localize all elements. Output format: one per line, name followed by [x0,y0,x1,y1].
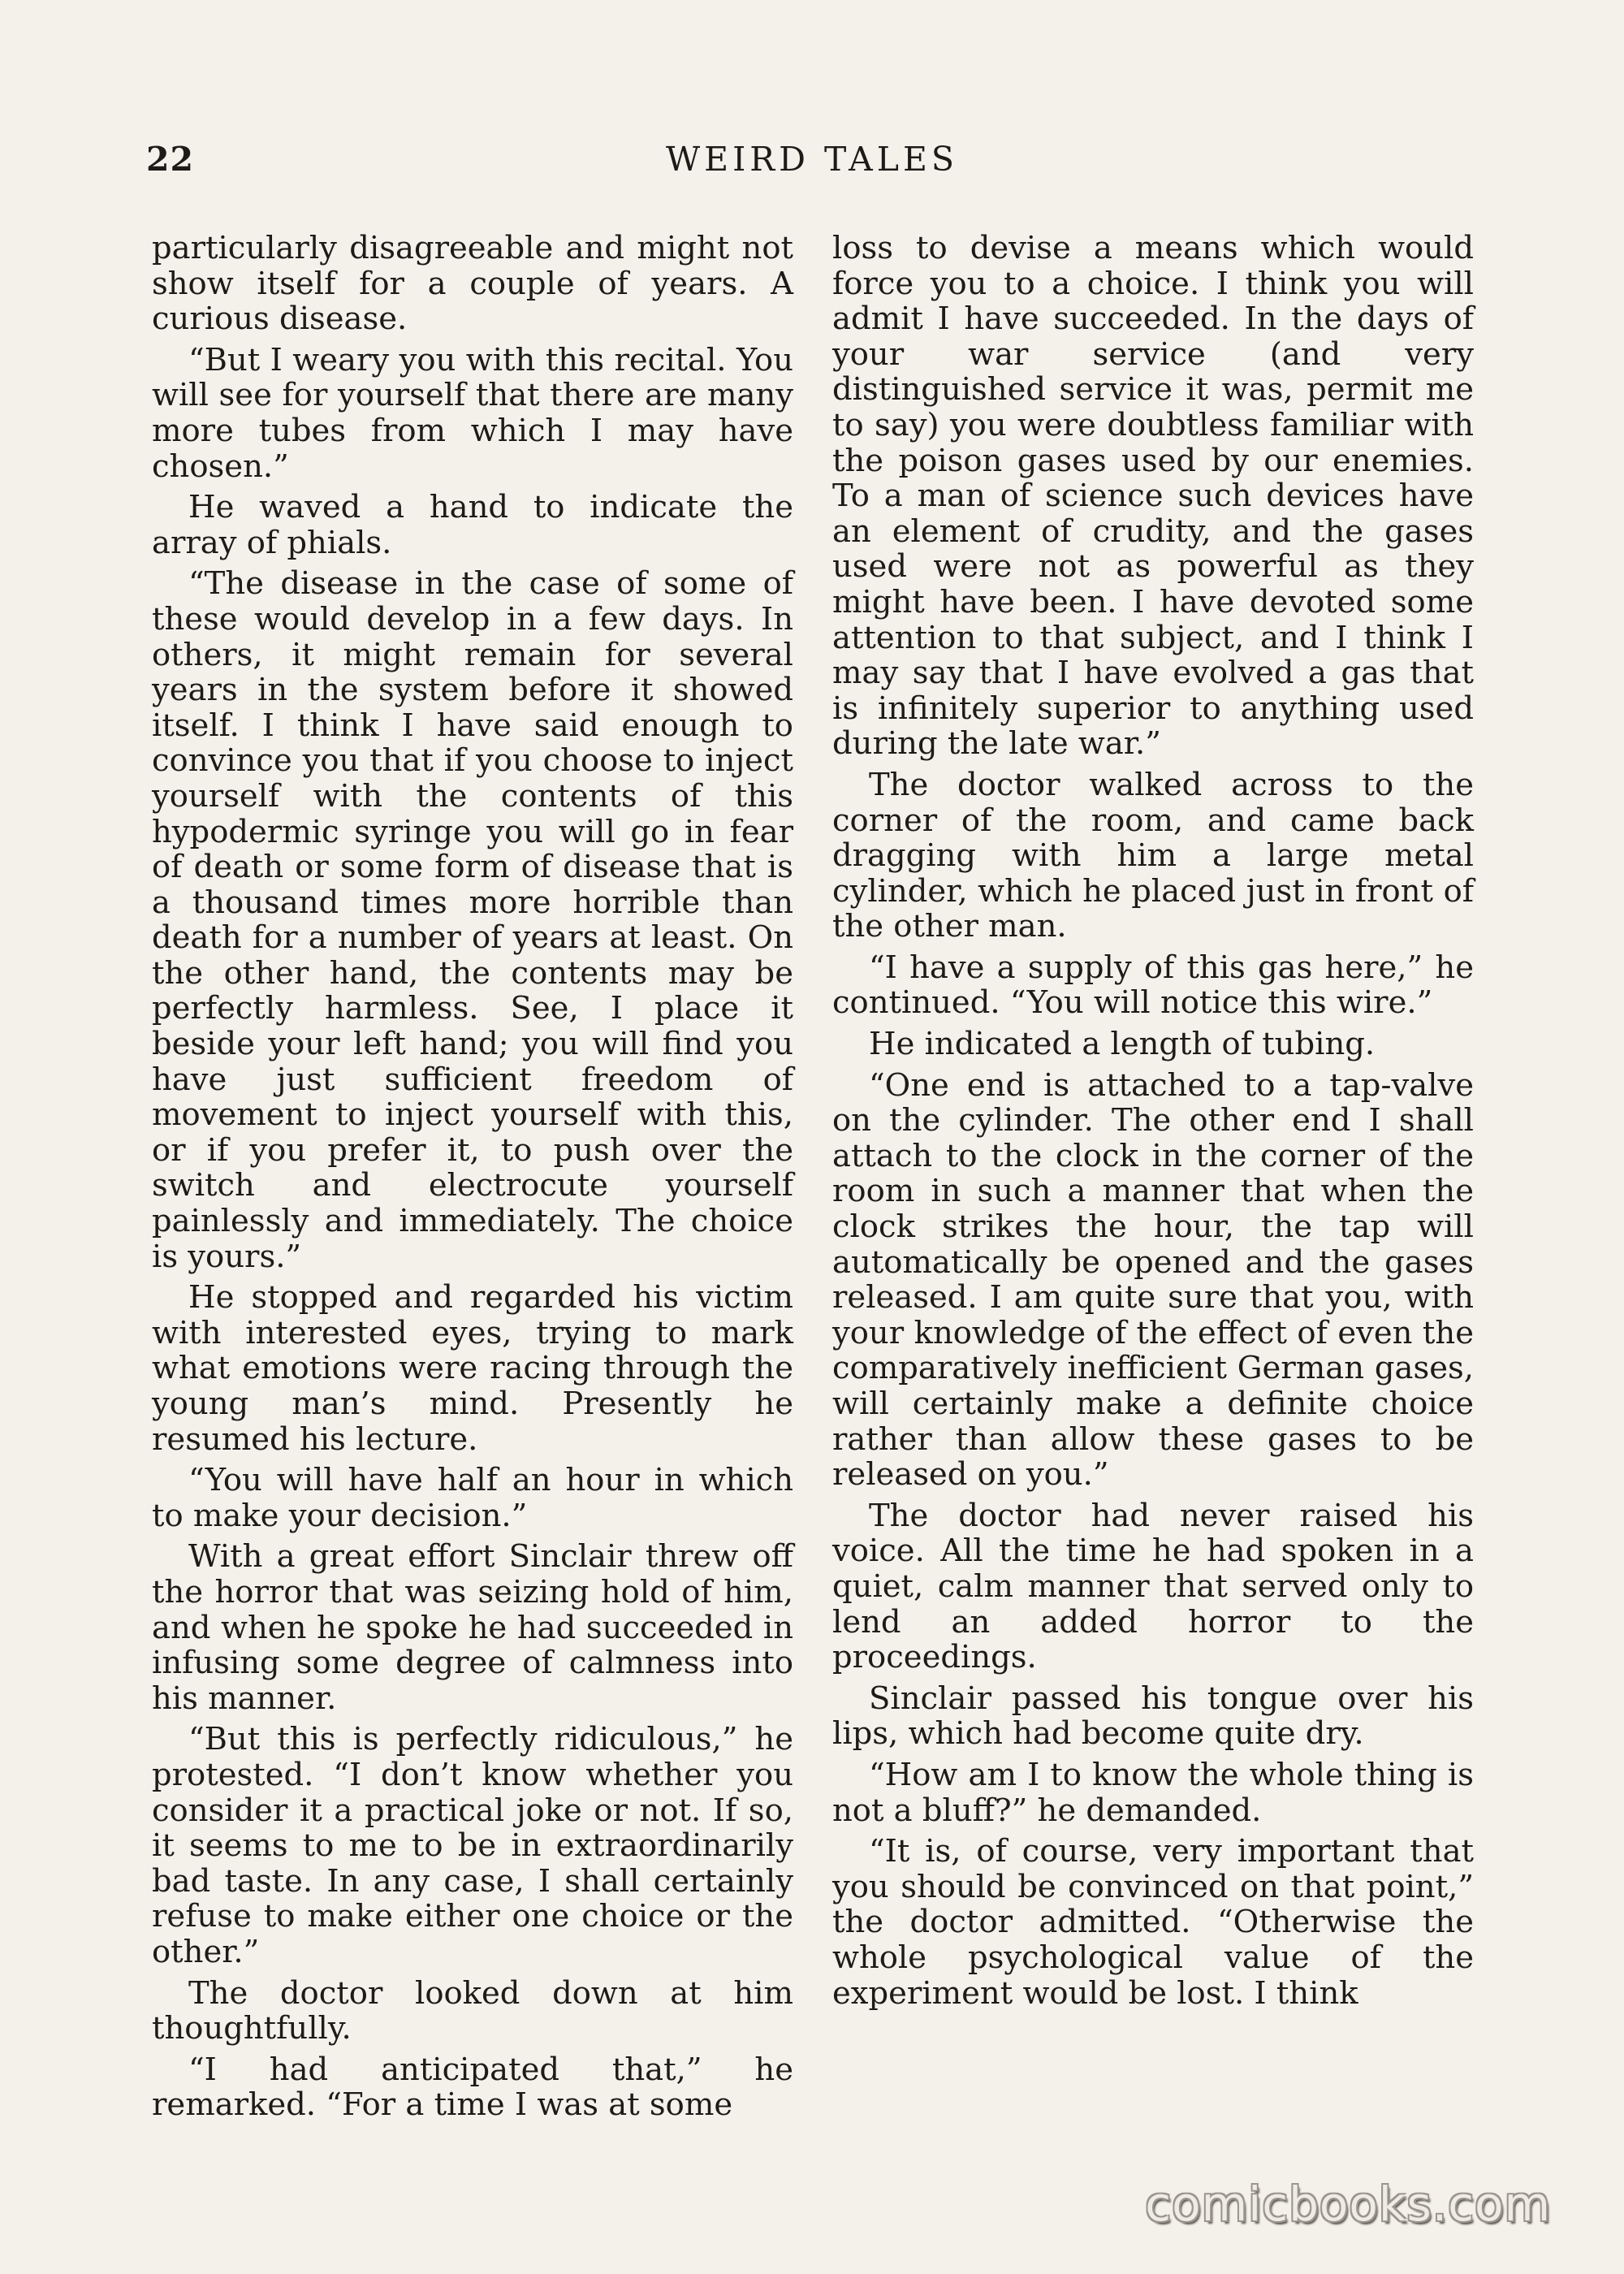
running-title: WEIRD TALES [666,140,958,179]
page-number: 22 [146,140,195,179]
paragraph: “But I weary you with this recital. You will see for yourself that there are many more tubes from which I may have chosen.” [152,341,793,485]
paragraph: “But this is perfectly ridiculous,” he protested. “I don’t know whether you consider it a practical joke or not. If so, it seems to me to be in extraordinarily bad taste. In any case, I shall certainly refuse to make either one choice or the other.” [152,1721,793,1970]
paragraph: He indicated a length of tubing. [869,1026,1376,1063]
paragraph: “I had anticipated that,” he remarked. “For a time I was at some [152,2051,793,2124]
paragraph: The doctor walked across to the corner of the room, and came back dragging with him a large metal cylinder, which he placed just in front of the other man. [832,766,1474,945]
left-column [152,231,793,2129]
paragraph: particularly disagreeable and might not show itself for a couple of years. A curious disease. [152,230,793,338]
paragraph: “The disease in the case of some of these would develop in a few days. In others, it might remain for several years in the system before it showed itself. I think I have said enough to convince you that if you choose to inject yourself with the contents of this hypodermic syringe you will go in fear of death or some form of disease that is a thousand times more horrible than death for a number of years at least. On the other hand, the contents may be perfectly harmless. See, I place it beside your left hand; you will find you have just sufficient freedom of movement to inject yourself with this, or if you prefer it, to push over the switch and electrocute yourself painlessly and immediately. The choice is yours.” [152,565,793,1275]
paragraph: He waved a hand to indicate the array of phials. [152,489,793,561]
paragraph: The doctor had never raised his voice. All the time he had spoken in a quiet, calm manner that served only to lend an added horror to the proceedings. [832,1497,1474,1676]
site-watermark: comicbooks.com [1145,2177,1551,2232]
paragraph: The doctor looked down at him thoughtfully. [152,1974,793,2047]
paragraph: He stopped and regarded his victim with interested eyes, trying to mark what emotions were racing through the young man’s mind. Presently he resumed his lecture. [152,1279,793,1458]
paragraph: “I have a supply of this gas here,” he continued. “You will notice this wire.” [832,949,1474,1022]
paragraph: Sinclair passed his tongue over his lips, which had become quite dry. [832,1680,1474,1753]
paragraph: loss to devise a means which would force you to a choice. I think you will admit I have succeeded. In the days of your war service (and very distinguished service it was, permit me to say) you were doubtless familiar with the poison gases used by our enemies. To a man of science such devices have an element of crudity, and the gases used were not as powerful as they might have been. I have devoted some attention to that subject, and I think I may say that I have evolved a gas that is infinitely superior to anything used during the late war.” [832,230,1474,763]
right-column [832,231,1474,2017]
paragraph: “It is, of course, very important that you should be convinced on that point,” the doctor admitted. “Otherwise the whole psychological value of the experiment would be lost. I think [832,1833,1474,2012]
paragraph: With a great effort Sinclair threw off the horror that was seizing hold of him, and when he spoke he had succeeded in infusing some degree of calmness into his manner. [152,1538,793,1717]
paragraph: “You will have half an hour in which to make your decision.” [152,1462,793,1534]
paragraph: “One end is attached to a tap-valve on the cylinder. The other end I shall attach to the clock in the corner of the room in such a manner that when the clock strikes the hour, the tap will automatically be opened and the gases released. I am quite sure that you, with your knowledge of the effect of even the comparatively inefficient German gases, will certainly make a definite choice rather than allow these gases to be released on you.” [832,1066,1474,1494]
page-header [0,140,1624,188]
paragraph: “How am I to know the whole thing is not a bluff?” he demanded. [832,1756,1474,1829]
